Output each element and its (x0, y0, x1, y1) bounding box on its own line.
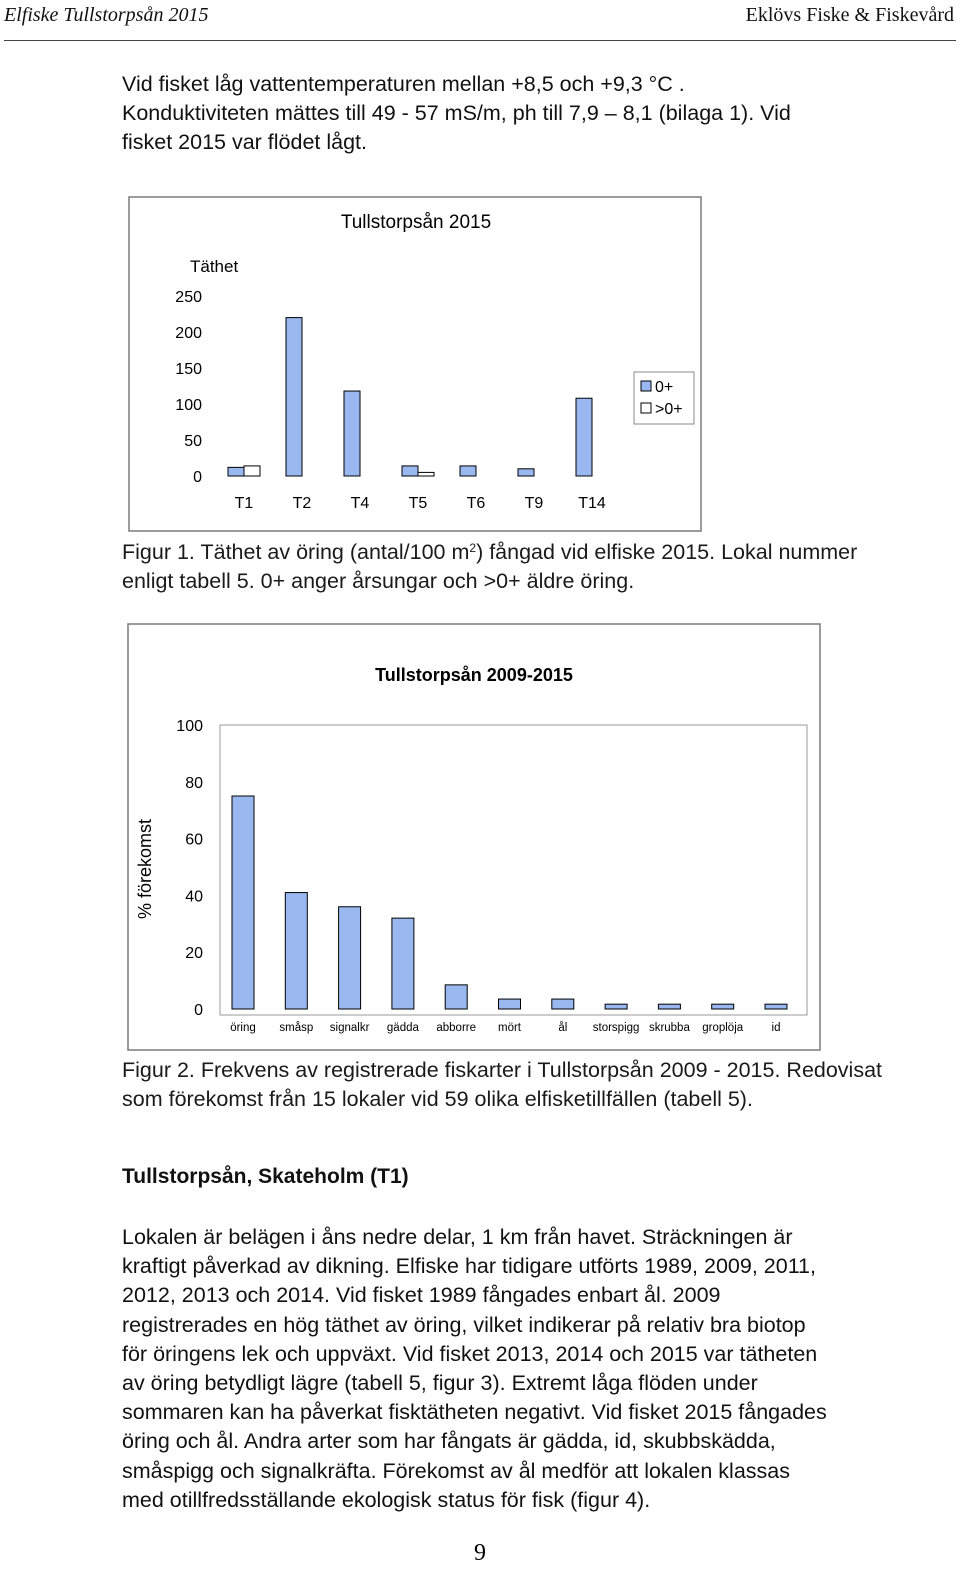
paragraph-line: 2012, 2013 och 2014. Vid fisket 1989 fångades enbart ål. 2009 (122, 1283, 721, 1308)
x-tick-label: T9 (524, 495, 544, 512)
x-tick-label: groplöja (702, 1022, 744, 1034)
caption-line (122, 538, 942, 567)
figure-2-caption (122, 1056, 942, 1114)
bar-0plus-T2 (286, 318, 302, 476)
paragraph-line: kraftigt påverkad av dikning. Elfiske har tidigare utförts 1989, 2009, 2011, (122, 1254, 816, 1279)
x-tick-label: id (771, 1022, 781, 1034)
chart-title: Tullstorpsån 2015 (340, 212, 492, 233)
bar-id (765, 1004, 787, 1009)
chart-1-svg (128, 196, 702, 532)
x-tick-label: signalkr (329, 1022, 370, 1034)
y-tick-label: 100 (176, 718, 203, 735)
section-heading: Tullstorpsån, Skateholm (T1) (122, 1165, 409, 1188)
y-tick-label: 40 (185, 888, 203, 906)
x-tick-label: mört (498, 1022, 521, 1034)
bar-0plus-T6 (460, 466, 476, 476)
caption-line: Figur 2. Frekvens av registrerade fiskarter i Tullstorpsån 2009 - 2015. Redovisat (122, 1058, 883, 1082)
chart-2-svg (127, 623, 821, 1051)
paragraph-line: Lokalen är belägen i åns nedre delar, 1 km från havet. Sträckningen är (122, 1225, 793, 1249)
x-tick-label: skrubba (648, 1022, 690, 1034)
bar-older-T1 (244, 466, 260, 476)
x-tick-label: gädda (386, 1022, 419, 1034)
x-tick-label: T6 (466, 495, 486, 512)
bar-0plus-T4 (344, 391, 360, 476)
header-author: Eklövs Fiske & Fiskevård (745, 4, 954, 26)
bar-storspigg (605, 1004, 627, 1009)
caption-line: enligt tabell 5. 0+ anger årsungar och >0+ äldre öring. (122, 569, 635, 594)
intro-line: Vid fisket låg vattentemperaturen mellan +8,5 och +9,3 °C . (122, 72, 685, 96)
intro-line: Konduktiviteten mättes till 49 - 57 mS/m, ph till 7,9 – 8,1 (bilaga 1). Vid (122, 101, 791, 126)
x-tick-label: småsp (279, 1022, 314, 1034)
y-tick-label: 150 (175, 361, 202, 378)
bar-abborre (445, 985, 467, 1009)
intro-line: fisket 2015 var flödet lågt. (122, 130, 368, 155)
x-tick-label: abborre (436, 1022, 477, 1034)
figure-2-chart (127, 623, 821, 1051)
bar-gädda (392, 918, 414, 1009)
chart-title: Tullstorpsån 2009-2015 (375, 665, 573, 685)
bar-older-T5 (418, 472, 434, 476)
legend-swatch-0plus (641, 381, 651, 391)
figure-1-chart (128, 196, 702, 532)
bar-0plus-T14 (576, 398, 592, 476)
paragraph-line: för öringens lek och uppväxt. Vid fisket 2013, 2014 och 2015 var tätheten (122, 1341, 818, 1366)
y-tick-label: 0 (194, 1002, 203, 1019)
bar-skrubba (658, 1004, 680, 1009)
bar-0plus-T1 (228, 467, 244, 476)
bar-mört (499, 999, 521, 1009)
chart-ylabel: Täthet (190, 257, 239, 276)
x-tick-label: ål (558, 1022, 568, 1034)
chart-frame (129, 197, 701, 531)
y-tick-label: 60 (185, 831, 203, 849)
y-tick-label: 50 (184, 433, 202, 450)
bar-småsp (285, 893, 307, 1009)
chart-legend (634, 372, 694, 424)
caption-superscript: 2 (469, 541, 477, 555)
x-tick-label: öring (230, 1022, 256, 1034)
caption-text: Figur 1. Täthet av öring (antal/100 m (122, 540, 470, 564)
legend-label-0plus: 0+ (655, 379, 674, 396)
chart-ylabel: % förekomst (135, 818, 155, 920)
y-tick-label: 100 (175, 397, 202, 414)
header-document-title: Elfiske Tullstorpsån 2015 (4, 4, 209, 26)
x-tick-label: T4 (350, 495, 370, 512)
paragraph-line: öring och ål. Andra arter som har fångats är gädda, id, skubbskädda, (122, 1429, 776, 1454)
intro-paragraph (122, 70, 942, 158)
figure-1-caption (122, 538, 942, 596)
page-number: 9 (474, 1540, 486, 1566)
bar-groplöja (712, 1004, 734, 1009)
header-rule (4, 40, 956, 41)
bar-ål (552, 999, 574, 1009)
y-tick-label: 0 (193, 469, 202, 486)
caption-text: ) fångad vid elfiske 2015. Lokal nummer (476, 540, 858, 564)
paragraph-line: av öring betydligt lägre (tabell 5, figur 3). Extremt låga flöden under (122, 1371, 758, 1396)
y-tick-label: 200 (175, 325, 202, 342)
x-tick-label: T5 (408, 495, 428, 512)
caption-line: som förekomst från 15 lokaler vid 59 olika elfisketillfällen (tabell 5). (122, 1087, 753, 1112)
paragraph-line: sommaren kan ha påverkat fisktätheten negativt. Vid fisket 2015 fångades (122, 1400, 827, 1425)
legend-label-older: >0+ (655, 401, 683, 418)
section-paragraph (122, 1223, 942, 1515)
y-tick-label: 80 (185, 774, 203, 792)
y-tick-label: 250 (175, 289, 202, 306)
x-tick-label: T1 (234, 495, 254, 512)
paragraph-line: småspigg och signalkräfta. Förekomst av ål medför att lokalen klassas (122, 1458, 790, 1483)
plot-area (220, 725, 807, 1015)
page-header (0, 0, 960, 46)
x-tick-label: T14 (578, 495, 606, 512)
bar-öring (232, 796, 254, 1009)
bar-0plus-T5 (402, 466, 418, 476)
x-tick-label: T2 (292, 495, 312, 512)
y-tick-label: 20 (185, 945, 203, 963)
paragraph-line: med otillfredsställande ekologisk status för fisk (figur 4). (122, 1487, 651, 1512)
bar-signalkr (339, 907, 361, 1009)
x-tick-label: storspigg (592, 1022, 640, 1034)
paragraph-line: registrerades en hög täthet av öring, vilket indikerar på relativ bra biotop (122, 1312, 806, 1337)
bar-0plus-T9 (518, 469, 534, 476)
legend-swatch-older (641, 403, 651, 413)
